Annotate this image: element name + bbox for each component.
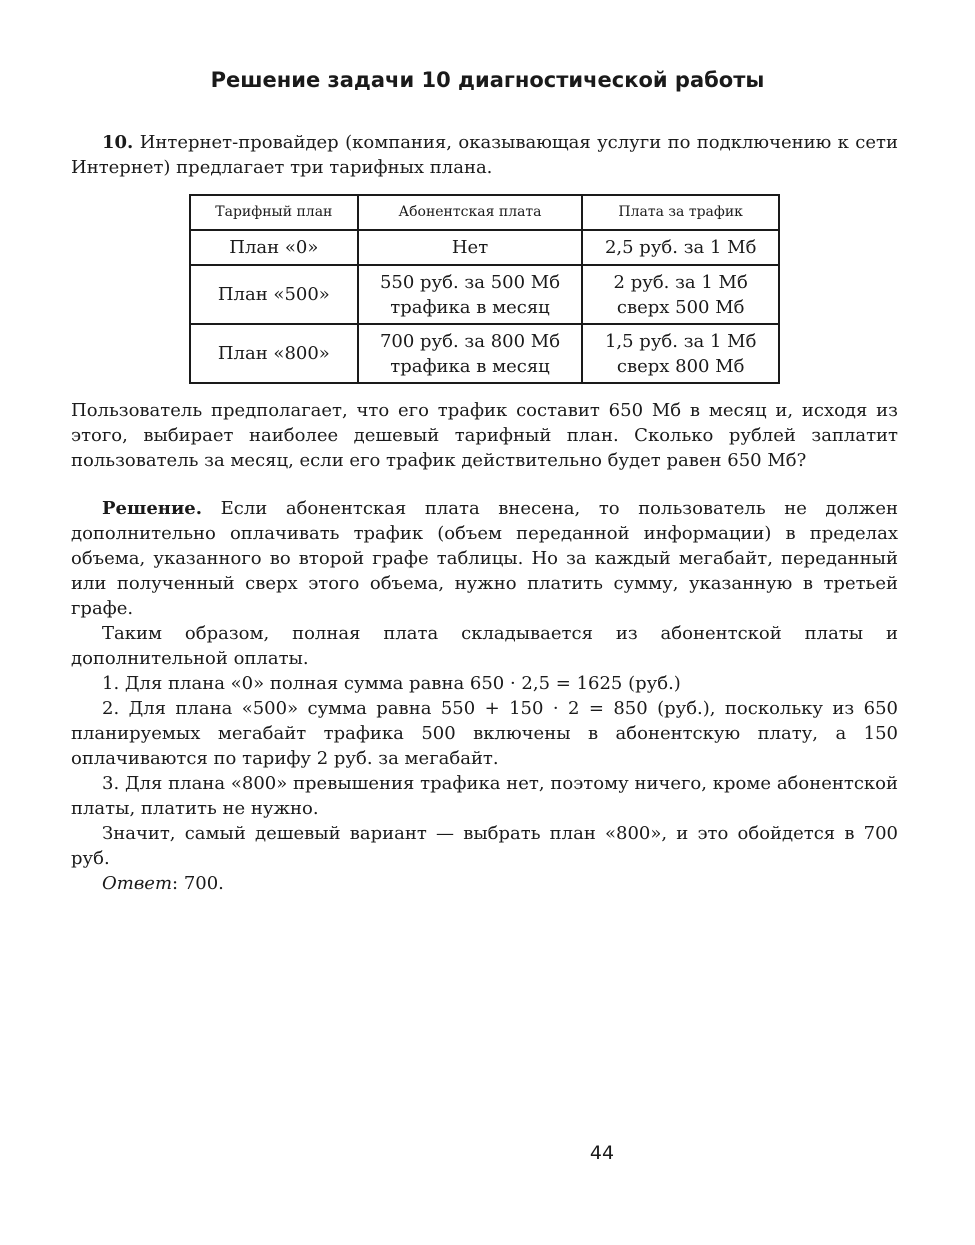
- table-row: [190, 230, 779, 265]
- fee-cell: [358, 265, 583, 324]
- fee-line: трафика в месяц: [390, 296, 550, 318]
- table-row: [190, 265, 779, 324]
- header-traffic-fee: Плата за трафик: [582, 195, 779, 230]
- solution: [71, 496, 898, 896]
- problem-statement: [71, 130, 898, 180]
- table-row: [190, 324, 779, 383]
- solution-step-3: 3. Для плана «800» превышения трафика нет, поэтому ничего, кроме абонентской платы, платить не нужно.: [71, 773, 898, 819]
- header-subscription-fee: Абонентская плата: [358, 195, 583, 230]
- solution-step-1: 1. Для плана «0» полная сумма равна 650 · 2,5 = 1625 (руб.): [102, 673, 681, 694]
- fee-line: Нет: [451, 237, 489, 258]
- fee-line: 550 руб. за 500 Мб: [379, 271, 561, 293]
- fee-cell: [358, 324, 583, 383]
- traffic-line: 1,5 руб. за 1 Мб: [604, 330, 757, 352]
- answer-line: [71, 871, 898, 896]
- traffic-line: 2,5 руб. за 1 Мб: [604, 237, 757, 258]
- table-header-row: [190, 195, 779, 230]
- fee-cell: [358, 230, 583, 265]
- answer-label: Ответ: [102, 873, 173, 894]
- solution-step-2: 2. Для плана «500» сумма равна 550 + 150 · 2 = 850 (руб.), поскольку из 650 планируемых мегабайт трафика 500 включены в абонентскую плату, а 150 оплачиваются по тарифу 2 руб. за мегабайт.: [71, 698, 898, 769]
- traffic-line: сверх 500 Мб: [616, 296, 745, 318]
- solution-paragraph: Таким образом, полная плата складывается из абонентской платы и дополнительной оплаты.: [71, 623, 898, 669]
- plan-cell: План «800»: [190, 324, 358, 383]
- solution-conclusion: Значит, самый дешевый вариант — выбрать план «800», и это обойдется в 700 руб.: [71, 823, 898, 869]
- solution-label: Решение.: [102, 498, 203, 519]
- page-title: Решение задачи 10 диагностической работы: [210, 68, 765, 92]
- traffic-line: сверх 800 Мб: [616, 355, 745, 377]
- solution-intro-text: Если абонентская плата внесена, то пользователь не должен дополнительно оплачивать трафик (объем переданной информации) в пределах объема, указанного во второй графе таблицы. Но за каждый мегабайт, переданный или полученный сверх этого объема, нужно платить сумму, указанную в третьей графе.: [71, 498, 898, 619]
- traffic-cell: [582, 230, 779, 265]
- problem-text: Интернет-провайдер (компания, оказывающая услуги по подключению к сети Интернет) предлагает три тарифных плана.: [71, 132, 898, 178]
- problem-number: 10.: [102, 132, 134, 153]
- fee-line: 700 руб. за 800 Мб: [379, 330, 561, 352]
- plan-cell: План «0»: [190, 230, 358, 265]
- tariff-table: [189, 194, 780, 384]
- solution-intro: [71, 496, 898, 621]
- header-plan: Тарифный план: [190, 195, 358, 230]
- page-number: 44: [589, 1142, 615, 1164]
- plan-cell: План «500»: [190, 265, 358, 324]
- traffic-cell: [582, 265, 779, 324]
- traffic-cell: [582, 324, 779, 383]
- question-paragraph: Пользователь предполагает, что его трафик составит 650 Мб в месяц и, исходя из этого, выбирает наиболее дешевый тарифный план. Сколько рублей заплатит пользователь за месяц, если его трафик действительно будет равен 650 Мб?: [71, 400, 898, 471]
- traffic-line: 2 руб. за 1 Мб: [613, 271, 748, 293]
- question-text: [71, 398, 898, 473]
- fee-line: трафика в месяц: [390, 355, 550, 377]
- answer-value: : 700.: [172, 873, 224, 894]
